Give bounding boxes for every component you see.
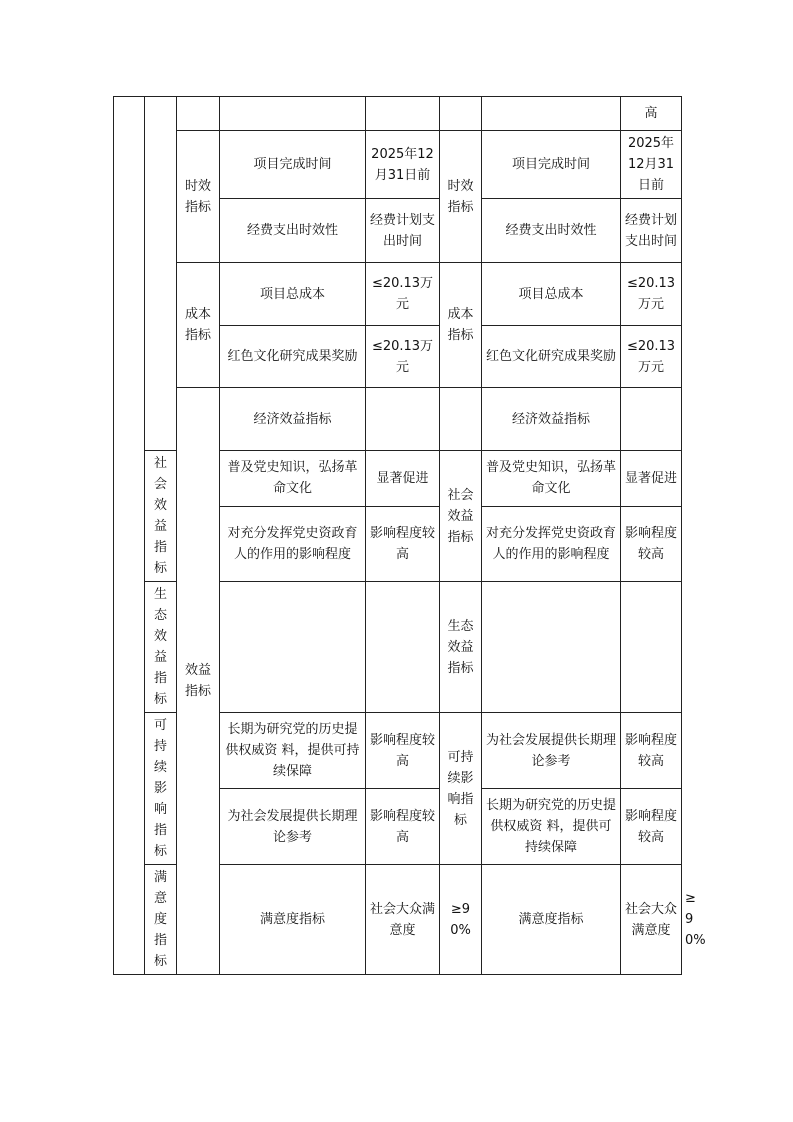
table-row: 满意度指标 满意度指标 社会大众满意度 ≥90% 满意度指标 社会大众满意度 ≥90% xyxy=(114,865,682,975)
cell-value-right: ≤20.13万元 xyxy=(621,263,682,326)
cell-level3-right-empty xyxy=(440,97,482,131)
cell-value-empty xyxy=(440,388,482,451)
cell-level2-continued xyxy=(145,97,177,451)
cell-indicator-right: 对充分发挥党史资政育人的作用的影响程度 xyxy=(482,506,621,581)
cell-indicator-right: 项目完成时间 xyxy=(482,131,621,199)
cell-value: 影响程度较高 xyxy=(366,713,440,789)
cell-indicator: 红色文化研究成果奖励 xyxy=(220,326,366,388)
cell-value-right: 经费计划支出时间 xyxy=(621,199,682,263)
cell-indicator: 普及党史知识，弘扬革命文化 xyxy=(220,451,366,507)
cell-indicator-right: 为社会发展提供长期理论参考 xyxy=(482,713,621,789)
cell-economic-label-right: 经济效益指标 xyxy=(482,388,621,451)
cell-indicator: 经费支出时效性 xyxy=(220,199,366,263)
cell-value-right-empty xyxy=(621,582,682,713)
cell-value-right: ≤20.13万元 xyxy=(621,326,682,388)
cell-value: ≤20.13万元 xyxy=(366,263,440,326)
cell-value-empty xyxy=(366,97,440,131)
table-row xyxy=(114,131,682,199)
cell-sustainable-label: 可持续影响指标 xyxy=(145,713,177,865)
cell-value-right: 显著促进 xyxy=(621,451,682,507)
cell-value-right: 2025年12月31日前 xyxy=(621,131,682,199)
cell-value: ≤20.13万元 xyxy=(366,326,440,388)
cell-indicator: 长期为研究党的历史提供权威资 料，提供可持续保障 xyxy=(220,713,366,789)
cell-ecological-label-right: 生态效益指标 xyxy=(440,582,482,713)
cell-indicator: 对充分发挥党史资政育人的作用的影响程度 xyxy=(220,506,366,581)
cell-indicator: 为社会发展提供长期理论参考 xyxy=(220,789,366,865)
cell-value-right: 高 xyxy=(621,97,682,131)
cell-level3-empty xyxy=(177,97,220,131)
cell-timeliness-label-right: 时效指标 xyxy=(440,131,482,263)
cell-value: 经费计划支出时间 xyxy=(366,199,440,263)
cell-indicator-right: 红色文化研究成果奖励 xyxy=(482,326,621,388)
cell-value-right: 影响程度较高 xyxy=(621,506,682,581)
cell-value: 显著促进 xyxy=(366,451,440,507)
cell-value-empty xyxy=(366,582,440,713)
cell-indicator-right-empty xyxy=(621,388,682,451)
cell-cost-label: 成本指标 xyxy=(177,263,220,388)
cell-value-right: 影响程度较高 xyxy=(621,789,682,865)
cell-satisfaction-sublabel: 满意度指标 xyxy=(220,865,366,975)
cell-value-right: 影响程度较高 xyxy=(621,713,682,789)
cell-cost-label-right: 成本指标 xyxy=(440,263,482,388)
cell-indicator-right-empty xyxy=(482,97,621,131)
performance-indicator-table xyxy=(113,96,706,975)
cell-value: 2025年12月31日前 xyxy=(366,131,440,199)
cell-sustainable-label-right: 可持续影响指标 xyxy=(440,713,482,865)
table-row xyxy=(114,263,682,326)
cell-indicator-empty xyxy=(220,97,366,131)
cell-indicator: 社会大众满意度 xyxy=(366,865,440,975)
cell-indicator: 项目总成本 xyxy=(220,263,366,326)
cell-ecological-label: 生态效益指标 xyxy=(145,582,177,713)
cell-value: ≥90% xyxy=(440,865,482,975)
cell-social-label: 社会效益指标 xyxy=(145,451,177,582)
cell-indicator-right: 长期为研究党的历史提供权威资 料，提供可持续保障 xyxy=(482,789,621,865)
cell-indicator: 项目完成时间 xyxy=(220,131,366,199)
cell-satisfaction-sublabel-right: 满意度指标 xyxy=(482,865,621,975)
table-row xyxy=(114,388,682,451)
cell-indicator-empty xyxy=(366,388,440,451)
cell-indicator-right: 社会大众满意度 xyxy=(621,865,682,975)
cell-indicator-right: 项目总成本 xyxy=(482,263,621,326)
cell-value: 影响程度较高 xyxy=(366,506,440,581)
cell-indicator-right-empty xyxy=(482,582,621,713)
cell-indicator-empty xyxy=(220,582,366,713)
cell-indicator-right: 普及党史知识，弘扬革命文化 xyxy=(482,451,621,507)
cell-satisfaction-label: 满意度指标 xyxy=(145,865,177,975)
cell-timeliness-label: 时效指标 xyxy=(177,131,220,263)
cell-value: 影响程度较高 xyxy=(366,789,440,865)
table-row xyxy=(114,97,682,131)
cell-social-label-right: 社会效益指标 xyxy=(440,451,482,582)
cell-indicator-right: 经费支出时效性 xyxy=(482,199,621,263)
cell-benefit-label: 效益指标 xyxy=(177,388,220,975)
cell-level1-continued xyxy=(114,97,145,975)
cell-economic-label: 经济效益指标 xyxy=(220,388,366,451)
